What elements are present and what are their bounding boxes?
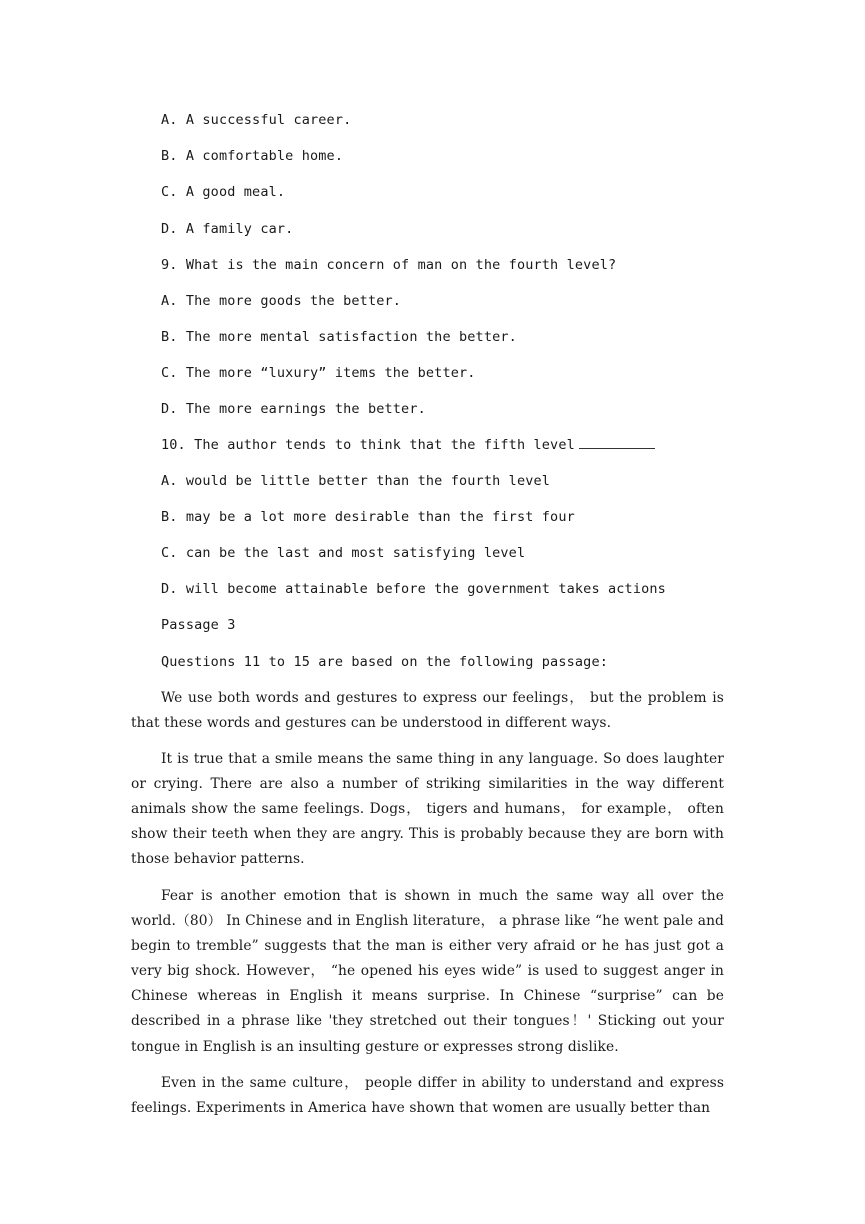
passage-title: Passage 3 xyxy=(161,617,236,633)
passage-instructions: Questions 11 to 15 are based on the following passage: xyxy=(161,654,608,670)
q8-option-b: B. A comfortable home. xyxy=(161,148,344,164)
q10-option-c: C. can be the last and most satisfying level xyxy=(161,545,526,561)
q9-option-d: D. The more earnings the better. xyxy=(161,401,426,417)
passage-paragraph-3: Fear is another emotion that is shown in much the same way all over the world.（80） In Chinese and in English literature， a phrase like “he went pale and begin to tremble” suggests that the man is either very afraid or he has just got a very big shock. However， “he opened his eyes wide” is used to suggest anger in Chinese whereas in English it means surprise. In Chinese “surprise” can be described in a phrase like 'they stretched out their tongues！' Sticking out your tongue in English is an insulting gesture or expresses strong dislike. xyxy=(131,888,724,1055)
q9-option-a: A. The more goods the better. xyxy=(161,293,402,309)
q10-option-b: B. may be a lot more desirable than the first four xyxy=(161,509,575,525)
q10-question: 10. The author tends to think that the fifth level xyxy=(161,437,575,453)
passage-paragraph-2: It is true that a smile means the same thing in any language. So does laughter or crying. There are also a number of striking similarities in the way different animals show the same feelings. Dogs， tigers and humans， for example， often show their teeth when they are angry. This is probably because they are born with those behavior patterns. xyxy=(131,751,724,868)
q10-question-line xyxy=(161,436,655,454)
passage-paragraph-4: Even in the same culture， people differ in ability to understand and express feelings. Experiments in America have shown that women are usually better than xyxy=(131,1075,724,1117)
q9-option-c: C. The more “luxury” items the better. xyxy=(161,365,476,381)
q8-option-c: C. A good meal. xyxy=(161,184,286,200)
q10-option-d: D. will become attainable before the government takes actions xyxy=(161,581,666,597)
q8-option-d: D. A family car. xyxy=(161,221,294,237)
q9-question: 9. What is the main concern of man on the fourth level? xyxy=(161,257,617,273)
q10-option-a: A. would be little better than the fourth level xyxy=(161,473,551,489)
answer-blank xyxy=(579,436,655,449)
q9-option-b: B. The more mental satisfaction the better. xyxy=(161,329,517,345)
passage-paragraph-1: We use both words and gestures to express our feelings， but the problem is that these words and gestures can be understood in different ways. xyxy=(131,690,724,732)
q8-option-a: A. A successful career. xyxy=(161,112,352,128)
